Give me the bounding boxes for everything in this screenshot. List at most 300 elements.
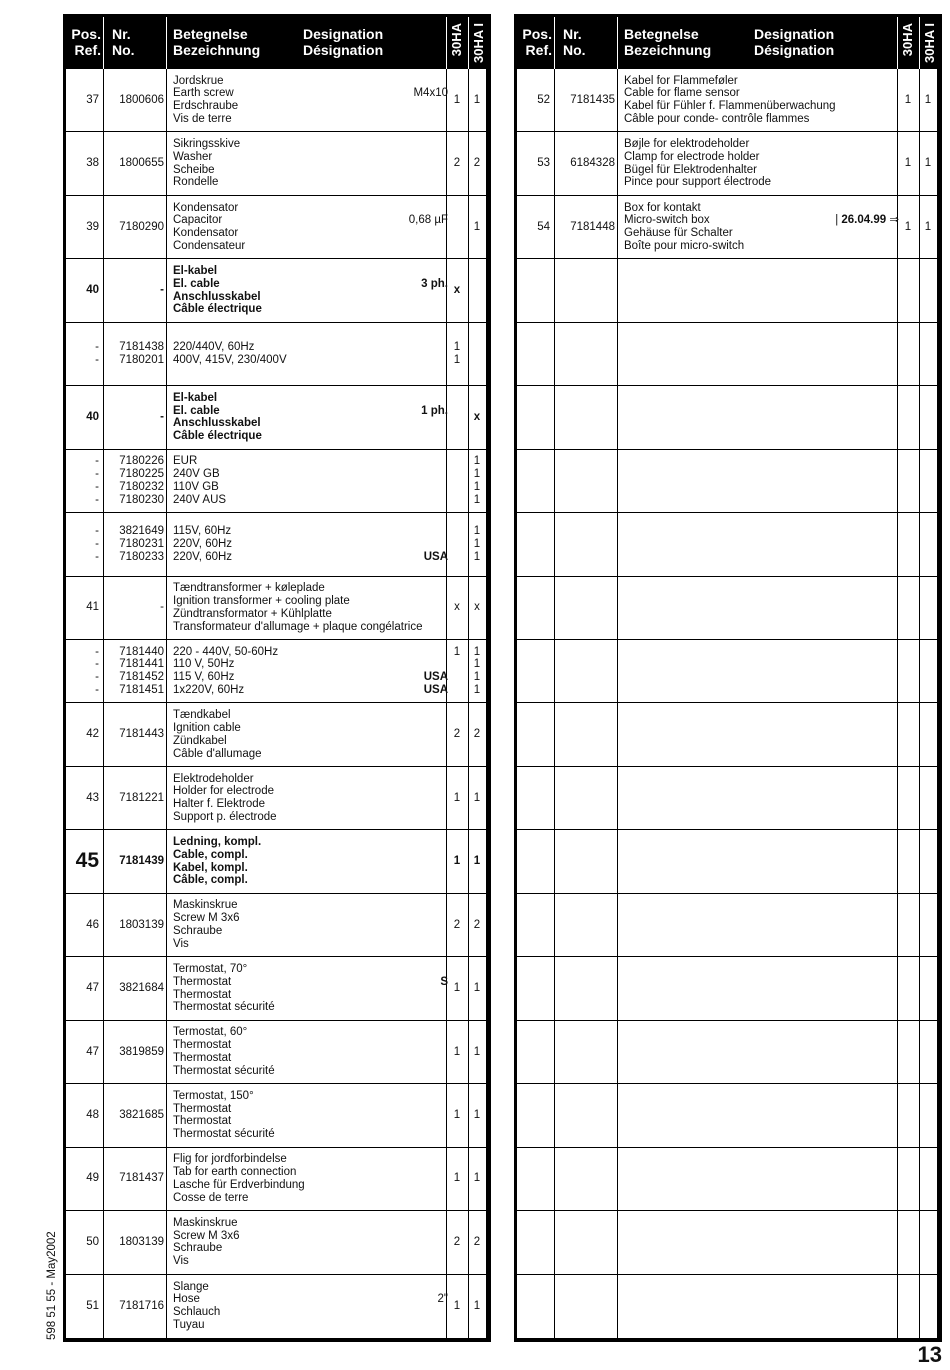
table-row bbox=[517, 196, 937, 259]
description-line bbox=[173, 1103, 448, 1116]
description-line bbox=[173, 417, 448, 430]
description-line bbox=[173, 341, 448, 354]
table-row bbox=[66, 767, 486, 830]
row-part-number bbox=[108, 704, 164, 766]
description-text: Vis bbox=[173, 937, 189, 950]
row-description bbox=[167, 450, 448, 512]
row-part-number bbox=[108, 323, 164, 385]
description-line bbox=[173, 202, 448, 215]
part-number: 7180226 bbox=[119, 455, 164, 468]
header-divider bbox=[897, 17, 898, 69]
description-line bbox=[173, 1052, 448, 1065]
description-text: Tændkabel bbox=[173, 709, 231, 722]
row-part-number bbox=[108, 1211, 164, 1273]
description-text: Maskinskrue bbox=[173, 899, 238, 912]
quantity-value: 1 bbox=[453, 354, 461, 367]
table-row bbox=[66, 1211, 486, 1274]
description-line bbox=[624, 100, 899, 113]
row-pos bbox=[66, 957, 99, 1019]
row-pos bbox=[66, 1275, 99, 1338]
row-pos bbox=[66, 450, 99, 512]
part-number: 7181716 bbox=[119, 1299, 164, 1312]
quantity-value: 1 bbox=[473, 455, 481, 468]
row-part-number bbox=[108, 450, 164, 512]
pos-value: 40 bbox=[86, 284, 99, 297]
qty-30ha bbox=[446, 132, 468, 194]
row-part-number bbox=[108, 386, 164, 448]
description-text: Micro-switch box bbox=[624, 214, 710, 227]
header-nr: Nr. bbox=[563, 26, 582, 42]
description-text: Termostat, 60° bbox=[173, 1026, 248, 1039]
description-text: 110 V, 50Hz bbox=[173, 658, 235, 671]
quantity-value: 1 bbox=[453, 1045, 461, 1058]
qty-30ha bbox=[446, 577, 468, 639]
description-line bbox=[173, 1293, 448, 1306]
description-text: Thermostat sécurité bbox=[173, 1001, 275, 1014]
part-number: 1803139 bbox=[119, 1235, 164, 1248]
description-line bbox=[624, 227, 899, 240]
quantity-value: 1 bbox=[904, 93, 912, 106]
description-text: 110V GB bbox=[173, 480, 219, 493]
table-row bbox=[517, 704, 937, 767]
row-part-number bbox=[559, 132, 615, 194]
description-text: Kondensator bbox=[173, 201, 239, 214]
qty-30ha-i bbox=[468, 1021, 486, 1083]
qty-30ha-i bbox=[468, 894, 486, 956]
description-line bbox=[173, 75, 448, 88]
description-text: 240V GB bbox=[173, 468, 220, 481]
table-row bbox=[517, 957, 937, 1020]
description-line bbox=[173, 658, 448, 671]
qty-30ha bbox=[897, 69, 919, 131]
spec-value: 2" bbox=[437, 1293, 448, 1306]
quantity-value: 2 bbox=[453, 918, 461, 931]
qty-30ha bbox=[446, 1211, 468, 1273]
pos-value: 39 bbox=[86, 220, 99, 233]
qty-30ha-i bbox=[468, 704, 486, 766]
description-line bbox=[173, 392, 448, 405]
qty-30ha-i bbox=[468, 513, 486, 575]
qty-30ha-i bbox=[468, 450, 486, 512]
row-part-number bbox=[108, 767, 164, 829]
quantity-value: 1 bbox=[473, 645, 481, 658]
pos-value: - bbox=[95, 468, 99, 481]
description-text: Box for kontakt bbox=[624, 201, 701, 214]
pos-value: - bbox=[95, 671, 99, 684]
quantity-value: x bbox=[474, 601, 480, 614]
row-part-number bbox=[108, 69, 164, 131]
part-number: 7180233 bbox=[119, 550, 164, 563]
description-line bbox=[173, 1319, 448, 1332]
table-body bbox=[517, 69, 937, 1338]
header-pos: Pos. bbox=[71, 26, 101, 42]
pos-value: - bbox=[95, 480, 99, 493]
qty-30ha bbox=[446, 69, 468, 131]
table-row bbox=[517, 894, 937, 957]
description-text: Ledning, kompl. bbox=[173, 836, 262, 849]
quantity-value: 2 bbox=[473, 1235, 481, 1248]
description-line bbox=[624, 214, 899, 227]
qty-30ha-i bbox=[919, 196, 937, 258]
row-part-number bbox=[108, 1275, 164, 1338]
description-line bbox=[173, 481, 448, 494]
description-text: Rondelle bbox=[173, 176, 219, 189]
header-divider bbox=[103, 17, 104, 69]
description-text: Câble électrique bbox=[173, 430, 262, 443]
part-number: 7180225 bbox=[119, 468, 164, 481]
description-line bbox=[173, 1242, 448, 1255]
quantity-value: x bbox=[473, 411, 481, 424]
description-text: Termostat, 70° bbox=[173, 962, 248, 975]
header-divider bbox=[468, 17, 469, 69]
row-pos bbox=[66, 1021, 99, 1083]
qty-30ha-i bbox=[919, 132, 937, 194]
table-row bbox=[517, 450, 937, 513]
header-betegnelse: Betegnelse bbox=[624, 26, 699, 42]
row-description bbox=[618, 69, 899, 131]
pos-value: 48 bbox=[86, 1109, 99, 1121]
description-line bbox=[624, 113, 899, 126]
description-line bbox=[173, 912, 448, 925]
description-line bbox=[173, 735, 448, 748]
quantity-value: 1 bbox=[473, 93, 481, 106]
row-pos bbox=[66, 513, 99, 575]
description-line bbox=[173, 1001, 448, 1014]
row-pos bbox=[66, 1148, 99, 1210]
description-text: Termostat, 150° bbox=[173, 1089, 254, 1102]
header-30ha-i: 30HA I bbox=[922, 23, 937, 63]
description-text: Ignition cable bbox=[173, 721, 241, 734]
table-row bbox=[517, 259, 937, 322]
quantity-value: 2 bbox=[453, 1235, 461, 1248]
description-line bbox=[173, 455, 448, 468]
description-line bbox=[173, 1192, 448, 1205]
description-line bbox=[173, 709, 448, 722]
description-text: Thermostat bbox=[173, 1102, 232, 1115]
table-row bbox=[66, 450, 486, 513]
description-text: El-kabel bbox=[173, 391, 218, 404]
header-designation-fr: Désignation bbox=[754, 42, 835, 58]
qty-30ha-i bbox=[468, 386, 486, 448]
part-number: - bbox=[160, 284, 164, 297]
quantity-value: 1 bbox=[473, 468, 481, 481]
quantity-value: 1 bbox=[453, 1172, 461, 1185]
quantity-value: 1 bbox=[453, 791, 461, 804]
pos-value: - bbox=[95, 537, 99, 550]
description-text: Kabel for Flammeføler bbox=[624, 74, 738, 87]
part-number: 7180201 bbox=[119, 354, 164, 367]
header-designation-fr: Désignation bbox=[303, 42, 384, 58]
document-reference: 598 51 55 - May2002 bbox=[46, 1231, 58, 1340]
pos-value: 42 bbox=[86, 728, 99, 741]
pos-value: 52 bbox=[537, 93, 550, 106]
description-text: Kondensator bbox=[173, 227, 239, 240]
qty-30ha-i bbox=[919, 69, 937, 131]
pos-value: 38 bbox=[86, 157, 99, 170]
description-line bbox=[624, 138, 899, 151]
pos-value: - bbox=[95, 658, 99, 671]
description-text: Hose bbox=[173, 1293, 200, 1306]
header-30ha-i: 30HA I bbox=[471, 23, 486, 63]
spec-value: 1 ph. bbox=[421, 404, 448, 417]
table-row bbox=[66, 830, 486, 893]
row-part-number bbox=[108, 196, 164, 258]
pos-value: 54 bbox=[537, 220, 550, 233]
description-text: Thermostat bbox=[173, 1115, 232, 1128]
description-text: Anschlusskabel bbox=[173, 417, 261, 430]
row-part-number bbox=[108, 830, 164, 892]
qty-30ha bbox=[446, 640, 468, 702]
description-line bbox=[173, 1039, 448, 1052]
description-text: El. cable bbox=[173, 277, 220, 290]
spec-value: 0,68 µF bbox=[408, 214, 448, 227]
header-bezeichnung: Bezeichnung bbox=[173, 42, 261, 58]
description-line bbox=[173, 291, 448, 304]
row-description bbox=[167, 259, 448, 321]
description-text: 400V, 415V, 230/400V bbox=[173, 354, 287, 367]
description-line bbox=[624, 75, 899, 88]
description-line bbox=[173, 925, 448, 938]
row-pos bbox=[517, 69, 550, 131]
pos-value: - bbox=[95, 493, 99, 506]
row-description bbox=[167, 196, 448, 258]
pos-value: 43 bbox=[86, 791, 99, 804]
description-line bbox=[173, 468, 448, 481]
description-line bbox=[173, 1026, 448, 1039]
row-pos bbox=[66, 704, 99, 766]
qty-30ha bbox=[446, 1275, 468, 1338]
description-text: Condensateur bbox=[173, 239, 246, 252]
description-line bbox=[173, 214, 448, 227]
table-row bbox=[517, 69, 937, 132]
table-row bbox=[66, 196, 486, 259]
description-line bbox=[173, 100, 448, 113]
part-number: 7181439 bbox=[119, 855, 164, 868]
qty-30ha-i bbox=[468, 957, 486, 1019]
description-text: Ignition transformer + cooling plate bbox=[173, 595, 350, 608]
pos-value: 51 bbox=[86, 1299, 99, 1312]
row-part-number bbox=[559, 69, 615, 131]
part-number: - bbox=[160, 601, 164, 614]
row-pos bbox=[66, 1211, 99, 1273]
qty-30ha-i bbox=[468, 830, 486, 892]
table-row bbox=[517, 767, 937, 830]
row-part-number bbox=[108, 259, 164, 321]
description-line bbox=[173, 1230, 448, 1243]
description-text: Sikringsskive bbox=[173, 138, 241, 151]
description-line bbox=[173, 240, 448, 253]
description-line bbox=[624, 176, 899, 189]
pos-value: 50 bbox=[86, 1235, 99, 1248]
header-ref: Ref. bbox=[525, 42, 552, 58]
description-text: Transformateur d'allumage + plaque congélatrice bbox=[173, 620, 423, 633]
table-row bbox=[66, 69, 486, 132]
part-number: 6184328 bbox=[570, 157, 615, 170]
description-line bbox=[173, 164, 448, 177]
part-number: 3821684 bbox=[119, 982, 164, 995]
quantity-value: 2 bbox=[473, 157, 481, 170]
spec-value: USA bbox=[423, 550, 448, 563]
description-line bbox=[173, 87, 448, 100]
description-line bbox=[173, 1217, 448, 1230]
qty-30ha bbox=[446, 513, 468, 575]
description-text: El. cable bbox=[173, 404, 220, 417]
description-line bbox=[173, 176, 448, 189]
header-30ha: 30HA bbox=[449, 23, 464, 57]
pos-value: - bbox=[95, 455, 99, 468]
description-line bbox=[173, 1166, 448, 1179]
pos-value: 47 bbox=[86, 1045, 99, 1058]
description-line bbox=[173, 227, 448, 240]
row-description bbox=[167, 640, 448, 702]
qty-30ha-i bbox=[468, 640, 486, 702]
description-line bbox=[173, 976, 448, 989]
pos-value: - bbox=[95, 550, 99, 563]
quantity-value: 1 bbox=[473, 1299, 481, 1312]
spec-value: S bbox=[440, 975, 448, 988]
row-pos bbox=[66, 386, 99, 448]
quantity-value: 1 bbox=[473, 855, 481, 868]
description-line bbox=[173, 138, 448, 151]
row-description bbox=[167, 132, 448, 194]
pos-value: 45 bbox=[75, 849, 99, 873]
pos-value: 41 bbox=[86, 601, 99, 614]
pos-value: 53 bbox=[537, 157, 550, 170]
quantity-value: 1 bbox=[453, 982, 461, 995]
description-text: Cable for flame sensor bbox=[624, 87, 740, 100]
description-line bbox=[624, 202, 899, 215]
description-text: 220V, 60Hz bbox=[173, 537, 233, 550]
description-text: Zündtransformator + Kühlplatte bbox=[173, 607, 332, 620]
row-description bbox=[167, 577, 448, 639]
description-text: Thermostat bbox=[173, 975, 232, 988]
spec-value: M4x10 bbox=[413, 87, 448, 100]
part-number: 7181221 bbox=[119, 791, 164, 804]
qty-30ha-i bbox=[468, 196, 486, 258]
header-divider bbox=[554, 17, 555, 69]
qty-30ha bbox=[446, 259, 468, 321]
description-line bbox=[173, 354, 448, 367]
quantity-value: 1 bbox=[453, 645, 461, 658]
description-line bbox=[173, 773, 448, 786]
description-line bbox=[173, 1153, 448, 1166]
quantity-value: 1 bbox=[473, 982, 481, 995]
table-row bbox=[517, 830, 937, 893]
table-row bbox=[66, 894, 486, 957]
table-body bbox=[66, 69, 486, 1338]
part-number: 1800606 bbox=[119, 93, 164, 106]
part-number: 7181441 bbox=[119, 658, 164, 671]
table-row bbox=[66, 1275, 486, 1338]
table-header bbox=[517, 17, 937, 69]
row-pos bbox=[66, 894, 99, 956]
part-number: 7180290 bbox=[119, 220, 164, 233]
pos-value: 49 bbox=[86, 1172, 99, 1185]
row-description bbox=[167, 1148, 448, 1210]
description-text: Câble pour conde- contrôle flammes bbox=[624, 113, 810, 126]
description-text: Câble d'allumage bbox=[173, 747, 262, 760]
description-line bbox=[173, 608, 448, 621]
description-line bbox=[624, 164, 899, 177]
description-text: Scheibe bbox=[173, 163, 215, 176]
table-row bbox=[517, 132, 937, 195]
qty-30ha bbox=[446, 957, 468, 1019]
quantity-value: 1 bbox=[453, 855, 461, 868]
quantity-value: 1 bbox=[473, 525, 481, 538]
header-no: No. bbox=[563, 42, 586, 58]
qty-30ha bbox=[446, 323, 468, 385]
header-designation-en: Designation bbox=[303, 26, 384, 42]
table-row bbox=[517, 640, 937, 703]
description-line bbox=[173, 862, 448, 875]
description-text: El-kabel bbox=[173, 264, 218, 277]
table-row bbox=[517, 1211, 937, 1274]
pos-value: - bbox=[95, 525, 99, 538]
description-line bbox=[173, 303, 448, 316]
row-description bbox=[167, 830, 448, 892]
table-row bbox=[517, 1148, 937, 1211]
table-row bbox=[517, 1084, 937, 1147]
description-text: Tændtransformer + køleplade bbox=[173, 582, 325, 595]
quantity-value: 2 bbox=[453, 157, 461, 170]
quantity-value: 1 bbox=[473, 480, 481, 493]
description-text: Maskinskrue bbox=[173, 1216, 238, 1229]
row-description bbox=[167, 513, 448, 575]
description-line bbox=[173, 538, 448, 551]
description-text: 1x220V, 60Hz bbox=[173, 684, 245, 697]
quantity-value: 1 bbox=[473, 220, 481, 233]
part-number: 1800655 bbox=[119, 157, 164, 170]
description-line bbox=[173, 1115, 448, 1128]
description-text: Zündkabel bbox=[173, 734, 227, 747]
qty-30ha-i bbox=[468, 1275, 486, 1338]
row-description bbox=[167, 1021, 448, 1083]
description-text: Schlauch bbox=[173, 1306, 221, 1319]
qty-30ha bbox=[446, 830, 468, 892]
part-number: 7181448 bbox=[570, 220, 615, 233]
table-row bbox=[517, 323, 937, 386]
qty-30ha bbox=[446, 704, 468, 766]
quantity-value: 1 bbox=[904, 157, 912, 170]
description-line bbox=[173, 836, 448, 849]
header-bezeichnung: Bezeichnung bbox=[624, 42, 712, 58]
qty-30ha bbox=[446, 1084, 468, 1146]
description-line bbox=[173, 430, 448, 443]
description-line bbox=[173, 1179, 448, 1192]
row-description bbox=[167, 767, 448, 829]
qty-30ha-i bbox=[468, 69, 486, 131]
quantity-value: 1 bbox=[473, 684, 481, 697]
description-line bbox=[173, 113, 448, 126]
part-number: 7181438 bbox=[119, 341, 164, 354]
row-part-number bbox=[108, 894, 164, 956]
description-text: Boîte pour micro-switch bbox=[624, 239, 745, 252]
description-line bbox=[173, 748, 448, 761]
quantity-value: 1 bbox=[473, 1045, 481, 1058]
qty-30ha bbox=[446, 1021, 468, 1083]
description-line bbox=[624, 87, 899, 100]
row-part-number bbox=[108, 132, 164, 194]
qty-30ha bbox=[446, 386, 468, 448]
header-nr: Nr. bbox=[112, 26, 131, 42]
description-text: Earth screw bbox=[173, 87, 234, 100]
row-description bbox=[167, 386, 448, 448]
row-part-number bbox=[108, 513, 164, 575]
row-description bbox=[167, 957, 448, 1019]
qty-30ha bbox=[446, 767, 468, 829]
description-line bbox=[173, 798, 448, 811]
description-text: Jordskrue bbox=[173, 74, 224, 87]
